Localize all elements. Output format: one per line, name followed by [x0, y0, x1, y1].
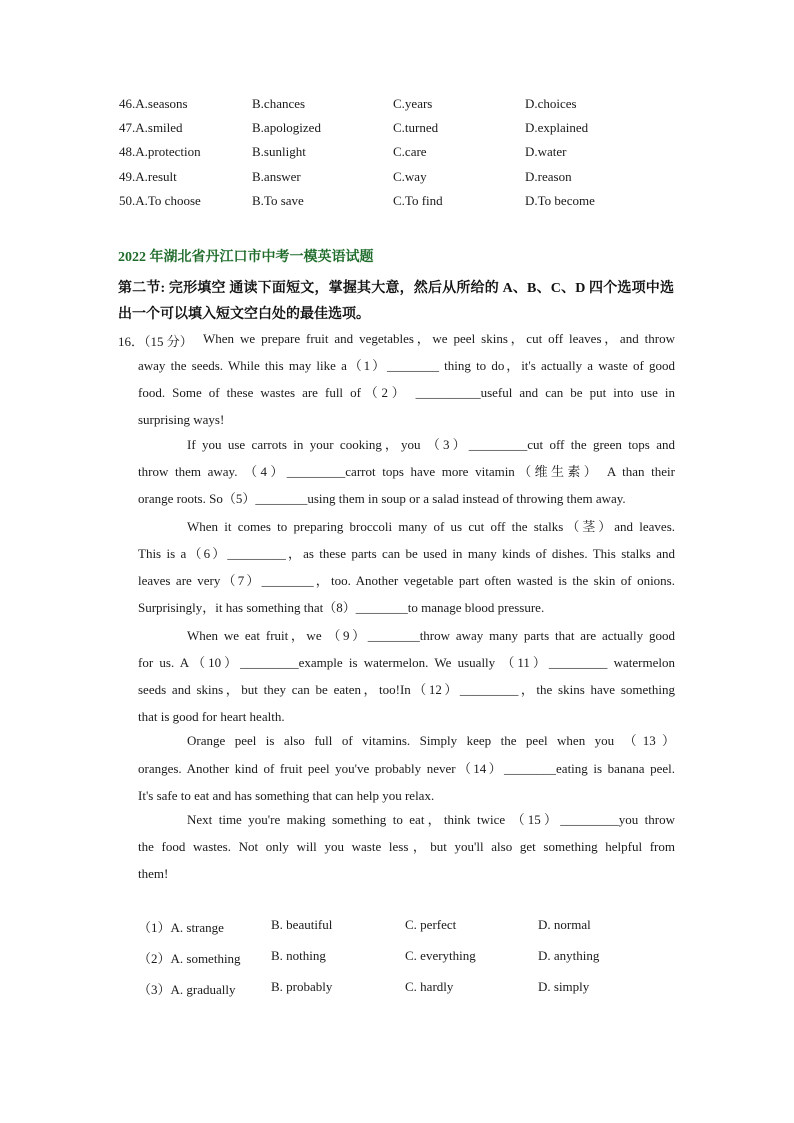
option-49-d: D.reason [525, 169, 572, 184]
option-50-d: D.To become [525, 193, 595, 208]
answer-2-a: （2）A. something [138, 951, 241, 966]
answer-3-b: B. probably [271, 979, 333, 994]
option-46-c: C.years [393, 96, 433, 111]
passage-line: leaves are very（7）________，too. Another vegetable part often wasted is the skin of onions. [138, 572, 675, 588]
paragraph-6-first-line [187, 807, 675, 834]
answer-3-d: D. simply [538, 979, 590, 994]
option-46-b: B.chances [252, 96, 306, 111]
passage-line: When it comes to preparing broccoli many of us cut off the stalks（茎）and leaves. [187, 519, 675, 534]
passage-line: that is good for heart health. [138, 708, 285, 724]
option-47-a: 47.A.smiled [119, 120, 183, 135]
paragraph-1-rest [138, 353, 675, 433]
option-46-a: 46.A.seasons [119, 96, 188, 111]
question-number: 16．（15 分） [118, 334, 193, 349]
passage-line: Surprisingly，it has something that（8）________to manage blood pressure. [138, 599, 545, 615]
option-49-c: C.way [393, 169, 427, 184]
passage-line: throw them away. （4）_________carrot tops have more vitamin（维生素） A than their [138, 464, 675, 479]
passage-line: If you use carrots in your cooking，you （3）_________cut off the green tops and [187, 437, 675, 452]
passage-line: food. Some of these wastes are full of（2） __________useful and can be put into use in [138, 384, 675, 400]
passage-line: oranges. Another kind of fruit peel you've probably never（14）________eating is banana peel. [138, 761, 675, 776]
paragraph-5-rest [138, 756, 675, 810]
answer-2-d: D. anything [538, 948, 600, 963]
passage-line: for us. A（10）_________example is watermelon. We usually （11）_________ watermelon [138, 655, 675, 670]
option-47-b: B.apologized [252, 120, 321, 135]
passage-line: This is a（6）_________，as these parts can be used in many kinds of dishes. This stalks and [138, 546, 675, 561]
answer-2-c: C. everything [405, 948, 476, 963]
passage-line: Orange peel is also full of vitamins. Simply keep the peel when you （13） [187, 733, 675, 748]
option-47-d: D.explained [525, 120, 589, 135]
option-49-a: 49.A.result [119, 169, 177, 184]
paragraph-1-first-line [203, 326, 675, 353]
paragraph-5-first-line [187, 728, 675, 755]
option-48-d: D.water [525, 144, 567, 159]
paragraph-2-first-line [187, 432, 675, 459]
paragraph-2-rest [138, 459, 675, 513]
passage-line: seeds and skins，but they can be eaten，too!In（12）_________，the skins have something [138, 681, 675, 697]
option-48-b: B.sunlight [252, 144, 306, 159]
option-48-c: C.care [393, 144, 427, 159]
instruction-line-2: 出一个可以填入短文空白处的最佳选项。 [118, 307, 370, 322]
answer-1-b: B. beautiful [271, 917, 333, 932]
option-47-c: C.turned [393, 120, 439, 135]
option-46-d: D.choices [525, 96, 577, 111]
paragraph-3-rest [138, 541, 675, 621]
passage-line: orange roots. So（5）________using them in soup or a salad instead of throwing them away. [138, 490, 626, 506]
passage-line: When we prepare fruit and vegetables，we peel skins，cut off leaves，and throw [203, 331, 675, 346]
passage-line: When we eat fruit，we （9）________throw away many parts that are actually good [187, 628, 675, 643]
option-48-a: 48.A.protection [119, 144, 201, 159]
passage-line: It's safe to eat and has something that can help you relax. [138, 787, 435, 803]
passage-line: away the seeds. While this may like a（1）________ thing to do，it's actually a waste of good [138, 358, 675, 373]
passage-line: the food wastes. Not only will you waste less，but you'll also get something helpful from [138, 839, 675, 854]
option-50-a: 50.A.To choose [119, 193, 201, 208]
passage-line: them! [138, 865, 169, 881]
answer-3-a: （3）A. gradually [138, 982, 236, 997]
option-50-c: C.To find [393, 193, 443, 208]
answer-2-b: B. nothing [271, 948, 326, 963]
section-title: 2022 年湖北省丹江口市中考一模英语试题 [118, 250, 374, 265]
answer-1-d: D. normal [538, 917, 591, 932]
answer-1-c: C. perfect [405, 917, 457, 932]
passage-line: Next time you're making something to eat，think twice （15）_________you throw [187, 812, 675, 827]
answer-3-c: C. hardly [405, 979, 454, 994]
passage-line: surprising ways! [138, 411, 225, 427]
paragraph-4-rest [138, 650, 675, 730]
paragraph-4-first-line [187, 623, 675, 650]
paragraph-3-first-line [187, 514, 675, 541]
instruction-line-1: 第二节: 完形填空 通读下面短文，掌握其大意，然后从所给的 A、B、C、D 四个选项中选 [118, 281, 674, 296]
option-49-b: B.answer [252, 169, 301, 184]
answer-1-a: （1）A. strange [138, 920, 224, 935]
paragraph-6-rest [138, 834, 675, 888]
option-50-b: B.To save [252, 193, 304, 208]
